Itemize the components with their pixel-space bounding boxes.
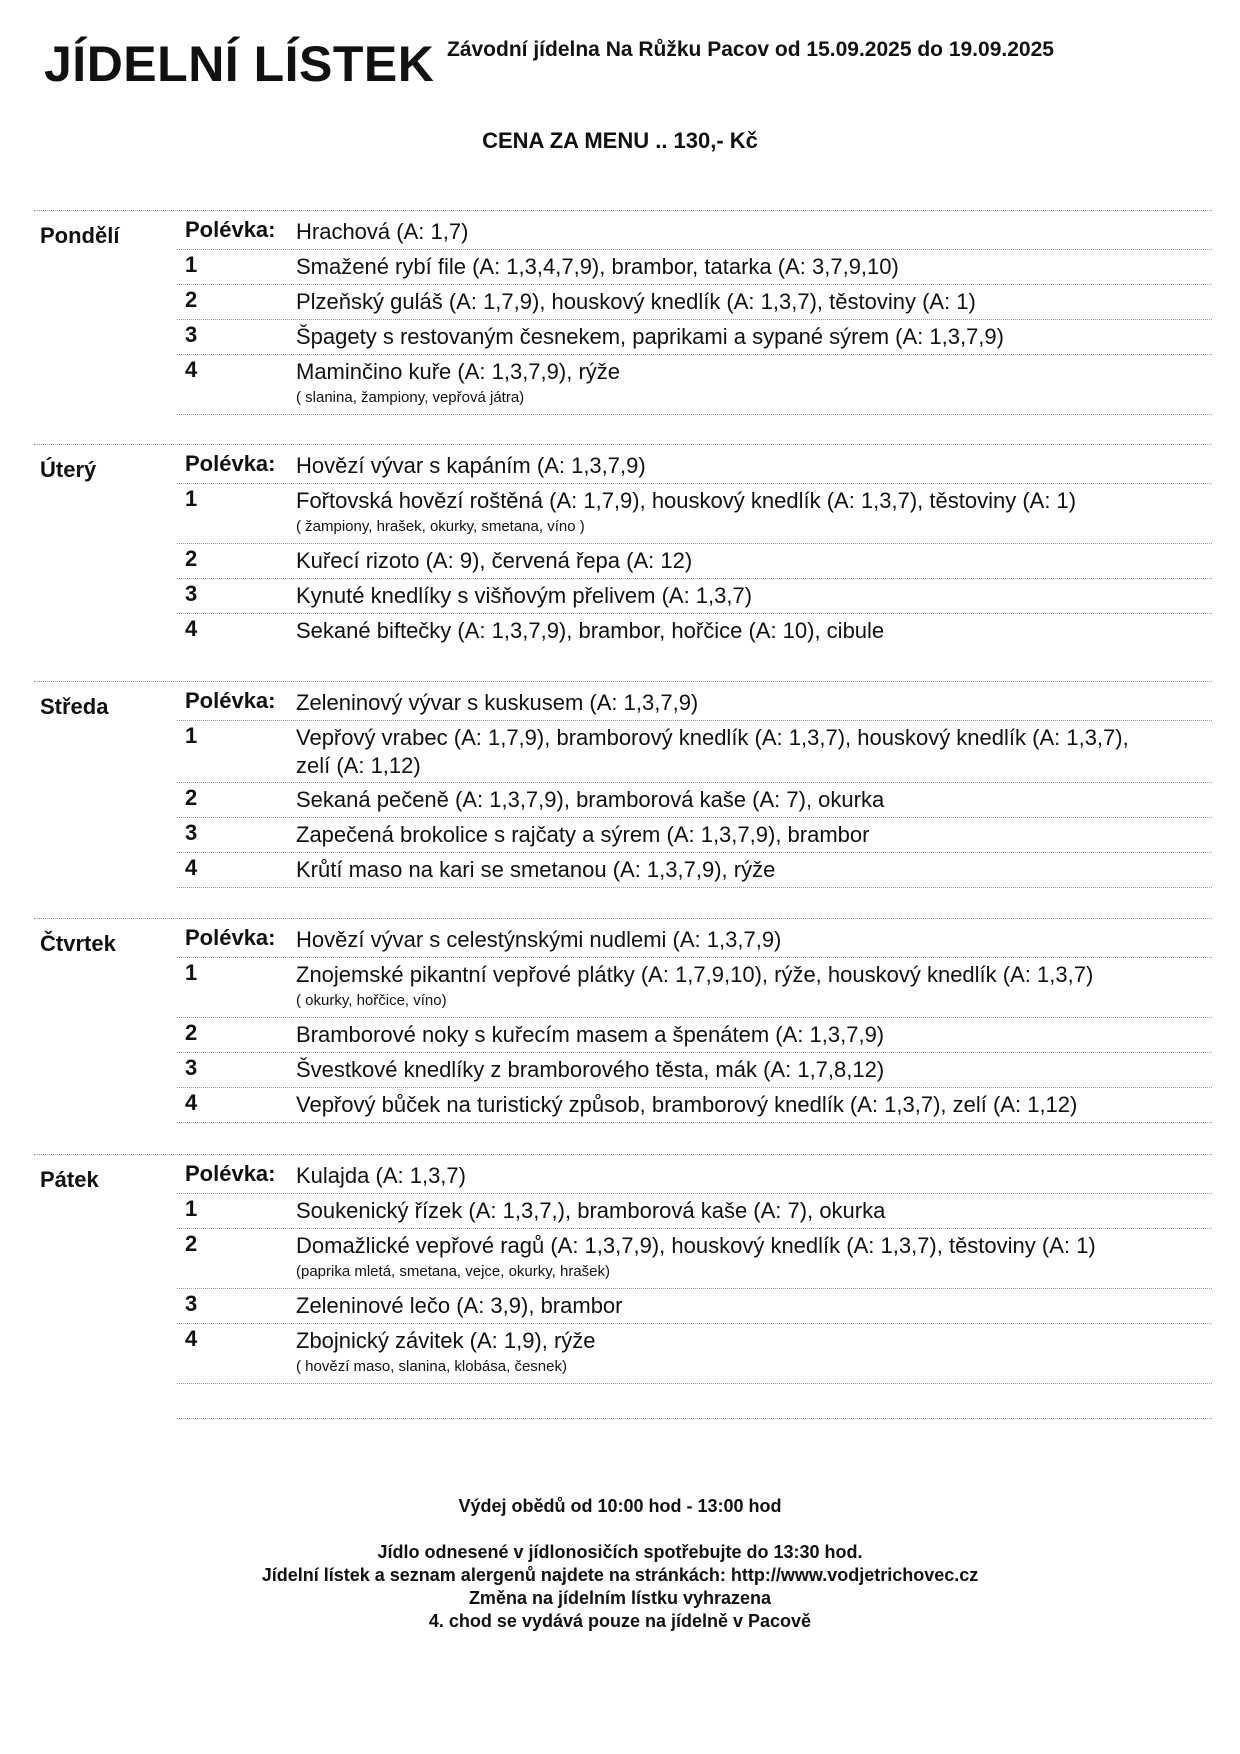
- website-note: Jídelní lístek a seznam alergenů najdete na stránkách: http://www.vodjetrichovec.cz: [261, 1565, 979, 1585]
- dish-text: Vepřový bůček na turistický způsob, bramborový knedlík (A: 1,3,7), zelí (A: 1,12): [296, 1092, 1078, 1117]
- row-label: 2: [185, 546, 198, 571]
- row-divider: [177, 1418, 1212, 1419]
- dish-text: Zeleninové lečo (A: 3,9), brambor: [296, 1293, 623, 1318]
- takeaway-note: Jídlo odnesené v jídlonosičích spotřebujte do 13:30 hod.: [377, 1542, 863, 1562]
- row-divider: [177, 1323, 1212, 1324]
- row-label: 1: [185, 723, 198, 748]
- dish-text: Maminčino kuře (A: 1,3,7,9), rýže: [296, 359, 621, 384]
- dish-text: Kulajda (A: 1,3,7): [296, 1163, 466, 1188]
- row-label: Polévka:: [185, 451, 276, 476]
- row-label: 1: [185, 486, 198, 511]
- row-divider: [177, 817, 1212, 818]
- row-divider: [177, 957, 1212, 958]
- row-divider: [177, 483, 1212, 484]
- dish-text: Hovězí vývar s celestýnskými nudlemi (A: 1,3,7,9): [296, 927, 782, 952]
- dish-text: Smažené rybí file (A: 1,3,4,7,9), brambor, tatarka (A: 3,7,9,10): [296, 254, 899, 279]
- row-divider: [177, 1383, 1212, 1384]
- fourth-course-note: 4. chod se vydává pouze na jídelně v Pacově: [428, 1611, 812, 1631]
- row-divider: [177, 578, 1212, 579]
- serving-hours: Výdej obědů od 10:00 hod - 13:00 hod: [458, 1496, 782, 1516]
- menu-price: CENA ZA MENU .. 130,- Kč: [482, 128, 758, 153]
- dish-text: Kynuté knedlíky s višňovým přelivem (A: 1,3,7): [296, 583, 753, 608]
- dish-text: Hovězí vývar s kapáním (A: 1,3,7,9): [296, 453, 646, 478]
- canteen-subtitle: Závodní jídelna Na Růžku Pacov od 15.09.2025 do 19.09.2025: [447, 38, 1054, 61]
- dish-note: (paprika mletá, smetana, vejce, okurky, hrašek): [296, 1263, 611, 1280]
- row-divider: [177, 1017, 1212, 1018]
- row-divider: [177, 1228, 1212, 1229]
- row-label: 2: [185, 287, 198, 312]
- row-divider: [177, 852, 1212, 853]
- row-label: 4: [185, 357, 198, 382]
- row-divider: [177, 543, 1212, 544]
- dish-text: Soukenický řízek (A: 1,3,7,), bramborová kaše (A: 7), okurka: [296, 1198, 886, 1223]
- row-label: 4: [185, 1090, 198, 1115]
- row-label: 1: [185, 960, 198, 985]
- row-divider: [177, 354, 1212, 355]
- dish-text: Zeleninový vývar s kuskusem (A: 1,3,7,9): [296, 690, 699, 715]
- row-label: 4: [185, 616, 198, 641]
- row-label: 4: [185, 1326, 198, 1351]
- row-label: Polévka:: [185, 1161, 276, 1186]
- row-label: Polévka:: [185, 688, 276, 713]
- dish-note: ( hovězí maso, slanina, klobása, česnek): [296, 1358, 567, 1375]
- row-divider: [177, 613, 1212, 614]
- day-name: Pátek: [40, 1167, 99, 1192]
- row-divider: [177, 1087, 1212, 1088]
- day-name: Čtvrtek: [40, 931, 116, 956]
- day-divider: [34, 918, 1212, 919]
- row-divider: [177, 887, 1212, 888]
- dish-text: Zapečená brokolice s rajčaty a sýrem (A: 1,3,7,9), brambor: [296, 822, 870, 847]
- day-divider: [34, 1154, 1212, 1155]
- row-divider: [177, 782, 1212, 783]
- row-label: Polévka:: [185, 217, 276, 242]
- day-name: Úterý: [40, 457, 97, 482]
- dish-note: ( žampiony, hrašek, okurky, smetana, víno ): [296, 518, 585, 535]
- dish-text: Sekané biftečky (A: 1,3,7,9), brambor, hořčice (A: 10), cibule: [296, 618, 885, 643]
- dish-text: Bramborové noky s kuřecím masem a špenátem (A: 1,3,7,9): [296, 1022, 885, 1047]
- row-label: 3: [185, 1291, 198, 1316]
- day-divider: [34, 210, 1212, 211]
- row-label: Polévka:: [185, 925, 276, 950]
- dish-text: Špagety s restovaným česnekem, paprikami a sypané sýrem (A: 1,3,7,9): [296, 324, 1004, 349]
- row-label: 3: [185, 1055, 198, 1080]
- row-divider: [177, 249, 1212, 250]
- row-label: 1: [185, 1196, 198, 1221]
- day-divider: [34, 681, 1212, 682]
- dish-note: ( okurky, hořčice, víno): [296, 992, 447, 1009]
- day-name: Pondělí: [40, 223, 120, 248]
- row-label: 4: [185, 855, 198, 880]
- day-divider: [34, 444, 1212, 445]
- dish-text: Kuřecí rizoto (A: 9), červená řepa (A: 12): [296, 548, 693, 573]
- change-note: Změna na jídelním lístku vyhrazena: [468, 1588, 772, 1608]
- row-label: 3: [185, 820, 198, 845]
- row-label: 3: [185, 322, 198, 347]
- dish-text: Vepřový vrabec (A: 1,7,9), bramborový knedlík (A: 1,3,7), houskový knedlík (A: 1,3,7), zelí (A: 1,12): [296, 725, 1129, 778]
- row-divider: [177, 1122, 1212, 1123]
- row-label: 1: [185, 252, 198, 277]
- row-divider: [177, 1193, 1212, 1194]
- page-title: JÍDELNÍ LÍSTEK: [44, 36, 435, 92]
- row-divider: [177, 319, 1212, 320]
- dish-note: ( slanina, žampiony, vepřová játra): [296, 389, 525, 406]
- row-divider: [177, 284, 1212, 285]
- dish-text: Švestkové knedlíky z bramborového těsta, mák (A: 1,7,8,12): [296, 1057, 885, 1082]
- row-divider: [177, 720, 1212, 721]
- dish-text: Domažlické vepřové ragů (A: 1,3,7,9), houskový knedlík (A: 1,3,7), těstoviny (A: 1): [296, 1233, 1096, 1258]
- row-label: 2: [185, 1231, 198, 1256]
- dish-text: Krůtí maso na kari se smetanou (A: 1,3,7,9), rýže: [296, 857, 776, 882]
- dish-text: Znojemské pikantní vepřové plátky (A: 1,7,9,10), rýže, houskový knedlík (A: 1,3,7): [296, 962, 1094, 987]
- day-name: Středa: [40, 694, 109, 719]
- dish-text: Hrachová (A: 1,7): [296, 219, 469, 244]
- row-divider: [177, 414, 1212, 415]
- dish-text: Zbojnický závitek (A: 1,9), rýže: [296, 1328, 596, 1353]
- dish-text: Sekaná pečeně (A: 1,3,7,9), bramborová kaše (A: 7), okurka: [296, 787, 885, 812]
- dish-text: Fořtovská hovězí roštěná (A: 1,7,9), houskový knedlík (A: 1,3,7), těstoviny (A: 1): [296, 488, 1077, 513]
- row-divider: [177, 1288, 1212, 1289]
- row-label: 3: [185, 581, 198, 606]
- dish-text: Plzeňský guláš (A: 1,7,9), houskový knedlík (A: 1,3,7), těstoviny (A: 1): [296, 289, 976, 314]
- row-divider: [177, 1052, 1212, 1053]
- row-label: 2: [185, 785, 198, 810]
- row-label: 2: [185, 1020, 198, 1045]
